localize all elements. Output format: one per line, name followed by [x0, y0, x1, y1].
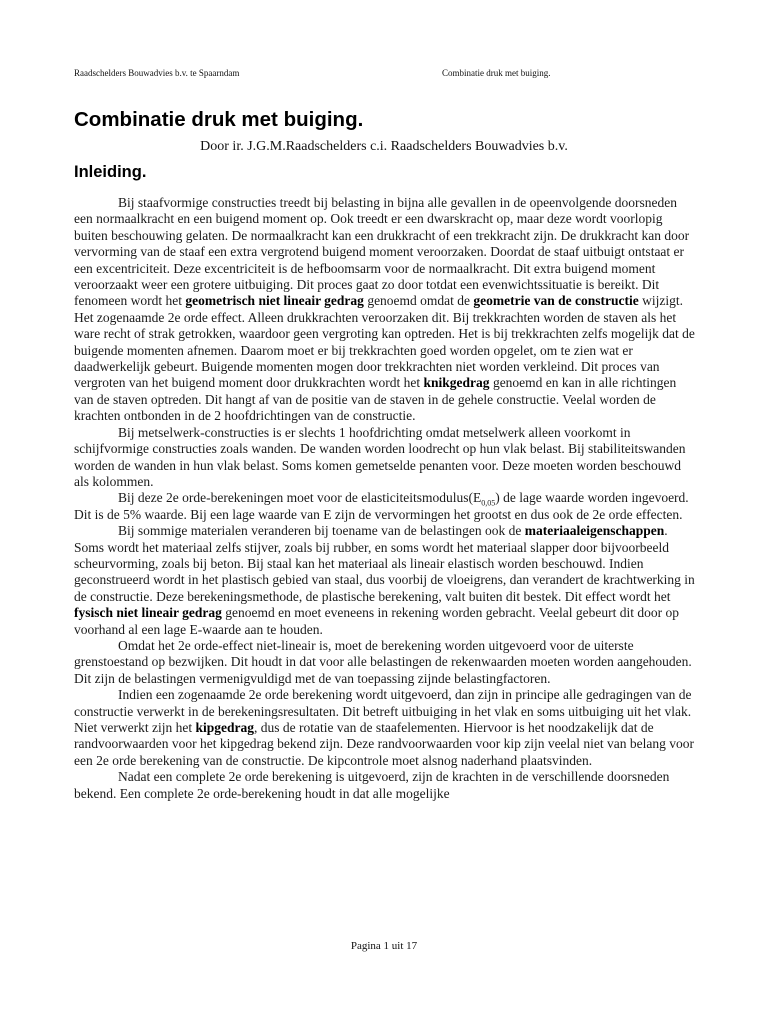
document-title: Combinatie druk met buiging.	[74, 108, 364, 131]
paragraph: Bij staafvormige constructies treedt bij belasting in bijna alle gevallen in de opeenvolgende doorsneden een normaalkracht en een buigend moment op. Ook treedt er een dwarskracht op, maar deze wordt voorlopig buiten beschouwing gelaten. De normaalkracht kan een drukkracht of een trekkracht zijn. De drukkracht kan door vervorming van de staaf een extra vergrotend buigend moment veroorzaken. Doordat de staaf uitbuigt ontstaat er een excentriciteit. Deze excentriciteit is de hefboomsarm voor de normaalkracht. Dit extra buigend moment veroorzaakt weer een grotere uitbuiging. Dit proces gaat zo door totdat een evenwichtssituatie is bereikt. Dit fenomeen wordt het geometrisch niet lineair gedrag genoemd omdat de geometrie van de constructie wijzigt. Het zogenaamde 2e orde effect. Alleen drukkrachten veroorzaken dit. Bij trekkrachten worden de staven als het ware recht of strak getrokken, waardoor geen vergroting kan optreden. Het is bij trekkrachten zelfs mogelijk dat de buigende momenten afnemen. Daarom moet er bij trekkrachten goed worden opgelet, om te zien wat er daadwerkelijk gebeurt. Buigende momenten mogen door trekkrachten niet worden verkleind. Dit proces van vergroten van het buigend moment door drukkrachten wordt het knikgedrag genoemd en kan in alle richtingen van de staven optreden. Dit hangt af van de positie van de staven in de gehele constructie. Veelal worden de krachten ontbonden in de 2 hoofdrichtingen van de constructie.	[74, 195, 695, 424]
subscript: 0,05	[481, 499, 496, 508]
running-header-right: Combinatie druk met buiging.	[442, 68, 551, 78]
running-header-left: Raadschelders Bouwadvies b.v. te Spaarndam	[74, 68, 240, 78]
bold-term: kipgedrag	[195, 720, 254, 735]
section-heading: Inleiding.	[74, 163, 147, 181]
paragraph: Indien een zogenaamde 2e orde berekening wordt uitgevoerd, dan zijn in principe alle gedragingen van de constructie verwerkt in de berekeningsresultaten. Dit betreft uitbuiging in het vlak en soms uitbuiging uit het vlak. Niet verwerkt zijn het kipgedrag, dus de rotatie van de staafelementen. Hiervoor is het noodzakelijk dat de randvoorwaarden voor het kipgedrag bekend zijn. Deze randvoorwaarden voor kip zijn veelal niet van belang voor een 2e orde berekening van de constructie. De kipcontrole moet alsnog naderhand plaatsvinden.	[74, 687, 695, 768]
paragraph: Bij deze 2e orde-berekeningen moet voor de $elasticiteitsmodulus(E_{0,05})$ de lage waarde worden ingevoerd. Dit is de 5% waarde. Bij een lage waarde van E zijn de vervormingen het grootst en dus ook de 2e orde effecten.	[74, 490, 689, 522]
page-number-footer: Pagina 1 uit 17	[350, 940, 418, 952]
bold-term: knikgedrag	[423, 375, 490, 391]
bold-term: geometrie van de constructie	[473, 293, 639, 309]
paragraph: Nadat een complete 2e orde berekening is uitgevoerd, zijn de krachten in de verschillende doorsneden bekend. Een complete 2e orde-berekening houdt in dat alle mogelijke	[74, 769, 670, 801]
bold-term: materiaaleigenschappen	[524, 523, 665, 539]
paragraph: Bij metselwerk-constructies is er slechts 1 hoofdrichting omdat metselwerk alleen voorkomt in schijfvormige constructies zoals wanden. De wanden worden loodrecht op hun vlak belast. Bij stabiliteitswanden worden de wanden in hun vlak belast. Soms komen gemetselde penanten voor. Deze moeten worden beschouwd als kolommen.	[74, 424, 686, 489]
paragraph: Bij sommige materialen veranderen bij toename van de belastingen ook de materiaaleigenschappen. Soms wordt het materiaal zelfs stijver, zoals bij rubber, en soms wordt het materiaal slapper door bijvoorbeeld scheurvorming, zoals bij beton. Bij staal kan het materiaal als lineair elastisch worden beschouwd. Indien geconstrueerd wordt in het plastisch gebied van staal, dus voorbij de vloeigrens, dan verandert de krachtwerking in de constructie. Deze berekeningsmethode, de plastische berekening, valt buiten dit bestek. Dit effect wordt het fysisch niet lineair gedrag genoemd en moet eveneens in rekening worden gebracht. Veelal gebeurt dit door op voorhand al een lage E-waarde aan te houden.	[74, 523, 695, 637]
bold-term: fysisch niet lineair gedrag	[74, 605, 222, 621]
paragraph: Omdat het 2e orde-effect niet-lineair is, moet de berekening worden uitgevoerd voor de uiterste grenstoestand op bezwijken. Dit houdt in dat voor alle belastingen de rekenwaarden moeten worden aangehouden. Dit zijn de belastingen vermenigvuldigd met de van toepassing zijnde belastingfactoren.	[74, 637, 692, 686]
author-line: Door ir. J.G.M.Raadschelders c.i. Raadschelders Bouwadvies b.v.	[200, 139, 568, 154]
bold-term: geometrisch niet lineair gedrag	[185, 293, 364, 309]
body-text	[74, 195, 696, 802]
